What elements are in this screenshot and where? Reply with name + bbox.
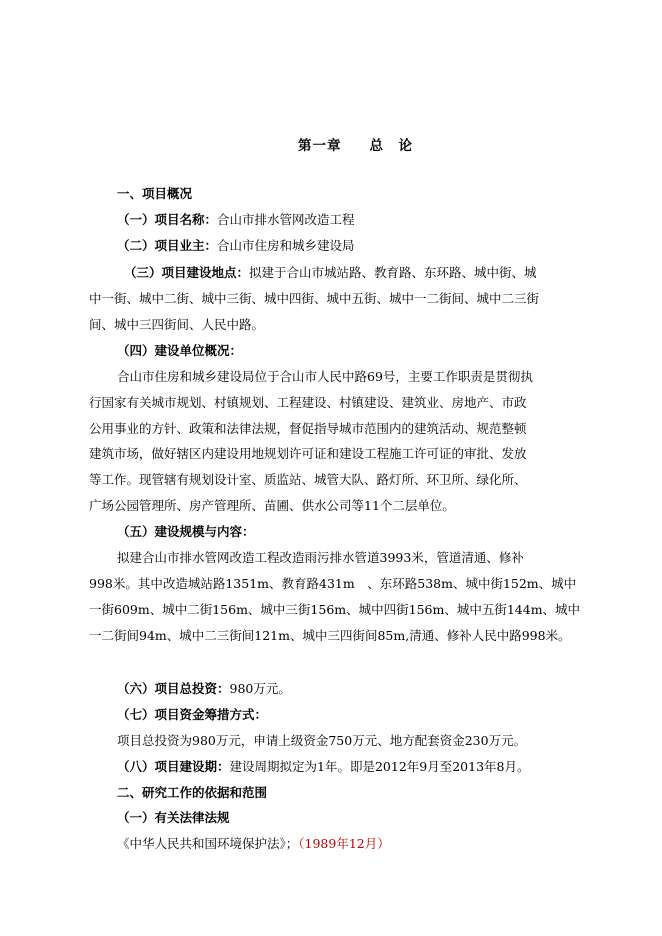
- unit-label: （四）建设单位概况：: [117, 343, 243, 358]
- law-item-1-date: （1989年12月）: [298, 836, 390, 851]
- laws-heading: （一）有关法律法规: [117, 810, 230, 825]
- site-line-3: 间、城中三四街间、人民中路。: [89, 317, 265, 332]
- funding-value: 项目总投资为980万元，申请上级资金750万元、地方配套资金230万元。: [117, 733, 527, 748]
- project-name-label: （一）项目名称：: [117, 212, 218, 227]
- scale-label: （五）建设规模与内容：: [117, 524, 255, 539]
- unit-line-6: 广场公园管理所、房产管理所、苗圃、供水公司等11个二层单位。: [89, 498, 455, 513]
- law-item-1-title: 《中华人民共和国环境保护法》；: [117, 836, 299, 851]
- investment-value: 980万元。: [229, 681, 291, 696]
- unit-line-1: 合山市住房和城乡建设局位于合山市人民中路69号，主要工作职责是贯彻执: [117, 369, 533, 384]
- unit-line-5: 等工作。现管辖有规划设计室、质监站、城管大队、路灯所、环卫所、绿化所、: [89, 472, 527, 487]
- project-name-value: 合山市排水管网改造工程: [217, 212, 355, 227]
- funding-label: （七）项目资金筹措方式：: [117, 707, 268, 722]
- site-label: （三）项目建设地点：: [124, 265, 250, 280]
- period-label: （八）项目建设期：: [117, 759, 230, 774]
- chapter-title: [298, 134, 413, 154]
- unit-line-2: 行国家有关城市规划、村镇规划、工程建设、村镇建设、建筑业、房地产、市政: [89, 395, 527, 410]
- site-line-1: 拟建于合山市城站路、教育路、东环路、城中街、城: [249, 265, 537, 280]
- project-owner-row: [117, 238, 355, 254]
- period-value: 建设周期拟定为1年。即是2012年9月至2013年8月。: [229, 759, 530, 774]
- period-row: [117, 759, 530, 775]
- unit-line-4: 建筑市场，做好辖区内建设用地规划许可证和建设工程施工许可证的审批、发放: [89, 446, 527, 461]
- section-2-heading: 二、研究工作的依据和范围: [117, 785, 268, 800]
- scale-line-1: 拟建合山市排水管网改造工程改造雨污排水管道3993米，管道清通、修补: [117, 550, 524, 565]
- section-1-heading: 一、项目概况: [117, 186, 193, 201]
- scale-line-2: 998米。其中改造城站路1351m、教育路431m 、东环路538m、城中街152m、城中: [89, 576, 577, 591]
- project-name-row: [117, 212, 355, 228]
- scale-line-4: 一二街间94m、城中二三街间121m、城中三四街间85m,清通、修补人民中路998米。: [89, 628, 571, 643]
- law-item-1: [117, 836, 390, 852]
- site-row-1: [124, 265, 537, 281]
- chapter-name: 总 论: [369, 138, 413, 154]
- chapter-number: 第一章: [298, 138, 342, 154]
- project-owner-label: （二）项目业主：: [117, 238, 218, 253]
- investment-label: （六）项目总投资：: [117, 681, 230, 696]
- site-line-2: 中一街、城中二街、城中三街、城中四街、城中五街、城中一二街间、城中二三街: [89, 291, 540, 306]
- investment-row: [117, 681, 291, 697]
- project-owner-value: 合山市住房和城乡建设局: [217, 238, 355, 253]
- unit-line-3: 公用事业的方针、政策和法律法规，督促指导城市范围内的建筑活动、规范整顿: [89, 421, 527, 436]
- scale-line-3: 一街609m、城中二街156m、城中三街156m、城中四街156m、城中五街144m、城中: [89, 602, 581, 617]
